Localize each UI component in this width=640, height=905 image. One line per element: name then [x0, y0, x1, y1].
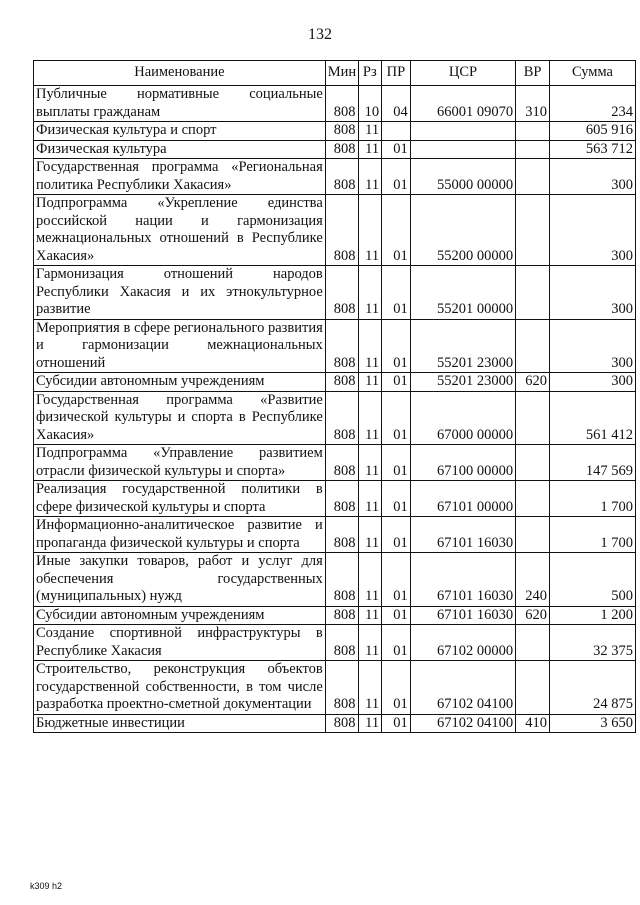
cell-csr: 55201 00000 [410, 266, 515, 320]
cell-pr: 01 [382, 266, 411, 320]
cell-csr: 55000 00000 [410, 159, 515, 195]
header-sum: Сумма [549, 61, 635, 86]
cell-rz: 11 [358, 373, 382, 392]
cell-name: Бюджетные инвестиции [34, 714, 326, 733]
cell-sum: 24 875 [549, 661, 635, 715]
cell-csr: 67102 04100 [410, 661, 515, 715]
cell-vr [516, 517, 550, 553]
cell-min: 808 [325, 625, 358, 661]
cell-min: 808 [325, 517, 358, 553]
cell-csr: 55200 00000 [410, 195, 515, 266]
cell-name: Реализация государственной политики в сфере физической культуры и спорта [34, 481, 326, 517]
cell-sum: 147 569 [549, 445, 635, 481]
cell-vr [516, 625, 550, 661]
cell-rz: 11 [358, 159, 382, 195]
cell-rz: 11 [358, 606, 382, 625]
cell-pr: 01 [382, 481, 411, 517]
cell-name: Государственная программа «Развитие физической культуры и спорта в Республике Хакасия» [34, 391, 326, 445]
cell-csr: 67102 00000 [410, 625, 515, 661]
table-header-row [34, 61, 636, 86]
cell-pr: 04 [382, 86, 411, 122]
cell-rz: 11 [358, 319, 382, 373]
cell-min: 808 [325, 481, 358, 517]
cell-pr: 01 [382, 714, 411, 733]
table-row [34, 140, 636, 159]
cell-rz: 11 [358, 195, 382, 266]
table-row [34, 319, 636, 373]
cell-pr: 01 [382, 661, 411, 715]
cell-sum: 1 700 [549, 481, 635, 517]
cell-pr: 01 [382, 445, 411, 481]
cell-pr: 01 [382, 625, 411, 661]
cell-vr [516, 159, 550, 195]
cell-min: 808 [325, 266, 358, 320]
cell-name: Гармонизация отношений народов Республики Хакасия и их этнокультурное развитие [34, 266, 326, 320]
cell-name: Публичные нормативные социальные выплаты гражданам [34, 86, 326, 122]
header-name: Наименование [34, 61, 326, 86]
cell-csr: 67102 04100 [410, 714, 515, 733]
cell-vr [516, 661, 550, 715]
cell-vr: 620 [516, 373, 550, 392]
cell-vr [516, 140, 550, 159]
cell-min: 808 [325, 661, 358, 715]
cell-name: Мероприятия в сфере регионального развития и гармонизации межнациональных отношений [34, 319, 326, 373]
cell-csr: 67101 16030 [410, 606, 515, 625]
cell-rz: 11 [358, 266, 382, 320]
cell-csr: 67101 16030 [410, 553, 515, 607]
cell-name: Физическая культура [34, 140, 326, 159]
cell-rz: 11 [358, 140, 382, 159]
table-row [34, 714, 636, 733]
budget-table [33, 60, 636, 733]
cell-sum: 300 [549, 195, 635, 266]
cell-name: Создание спортивной инфраструктуры в Республике Хакасия [34, 625, 326, 661]
cell-rz: 11 [358, 122, 382, 141]
cell-min: 808 [325, 445, 358, 481]
cell-vr [516, 445, 550, 481]
table-row [34, 481, 636, 517]
cell-sum: 500 [549, 553, 635, 607]
cell-sum: 300 [549, 266, 635, 320]
cell-rz: 11 [358, 661, 382, 715]
cell-rz: 11 [358, 517, 382, 553]
cell-pr: 01 [382, 140, 411, 159]
cell-vr [516, 122, 550, 141]
cell-rz: 11 [358, 553, 382, 607]
table-row [34, 86, 636, 122]
cell-vr [516, 481, 550, 517]
cell-min: 808 [325, 140, 358, 159]
cell-sum: 300 [549, 319, 635, 373]
table-row [34, 122, 636, 141]
cell-min: 808 [325, 86, 358, 122]
cell-vr: 620 [516, 606, 550, 625]
header-vr: ВР [516, 61, 550, 86]
cell-min: 808 [325, 195, 358, 266]
cell-name: Иные закупки товаров, работ и услуг для обеспечения государственных (муниципальных) нужд [34, 553, 326, 607]
table-row [34, 391, 636, 445]
table-row [34, 373, 636, 392]
cell-pr: 01 [382, 373, 411, 392]
cell-vr [516, 391, 550, 445]
cell-pr: 01 [382, 195, 411, 266]
cell-min: 808 [325, 319, 358, 373]
cell-csr [410, 140, 515, 159]
cell-pr: 01 [382, 391, 411, 445]
cell-vr: 410 [516, 714, 550, 733]
footer-code: k309 h2 [30, 881, 63, 891]
cell-pr: 01 [382, 517, 411, 553]
cell-csr: 67101 00000 [410, 481, 515, 517]
cell-sum: 234 [549, 86, 635, 122]
cell-rz: 10 [358, 86, 382, 122]
cell-csr [410, 122, 515, 141]
cell-sum: 605 916 [549, 122, 635, 141]
cell-vr [516, 195, 550, 266]
cell-pr: 01 [382, 319, 411, 373]
cell-name: Субсидии автономным учреждениям [34, 373, 326, 392]
cell-min: 808 [325, 606, 358, 625]
cell-vr: 240 [516, 553, 550, 607]
cell-sum: 300 [549, 159, 635, 195]
table-row [34, 606, 636, 625]
table-row [34, 661, 636, 715]
cell-rz: 11 [358, 625, 382, 661]
cell-sum: 1 200 [549, 606, 635, 625]
cell-pr: 01 [382, 159, 411, 195]
cell-pr: 01 [382, 553, 411, 607]
cell-csr: 66001 09070 [410, 86, 515, 122]
header-pr: ПР [382, 61, 411, 86]
cell-csr: 67100 00000 [410, 445, 515, 481]
page-number: 132 [308, 26, 332, 43]
cell-sum: 3 650 [549, 714, 635, 733]
cell-sum: 32 375 [549, 625, 635, 661]
cell-vr [516, 319, 550, 373]
cell-name: Подпрограмма «Управление развитием отрасли физической культуры и спорта» [34, 445, 326, 481]
header-csr: ЦСР [410, 61, 515, 86]
cell-name: Информационно-аналитическое развитие и пропаганда физической культуры и спорта [34, 517, 326, 553]
cell-sum: 561 412 [549, 391, 635, 445]
table-row [34, 159, 636, 195]
table-row [34, 445, 636, 481]
cell-sum: 563 712 [549, 140, 635, 159]
cell-vr: 310 [516, 86, 550, 122]
cell-rz: 11 [358, 391, 382, 445]
cell-min: 808 [325, 714, 358, 733]
cell-name: Субсидии автономным учреждениям [34, 606, 326, 625]
cell-min: 808 [325, 553, 358, 607]
cell-sum: 300 [549, 373, 635, 392]
table-row [34, 625, 636, 661]
cell-pr: 01 [382, 606, 411, 625]
cell-sum: 1 700 [549, 517, 635, 553]
cell-name: Государственная программа «Региональная политика Республики Хакасия» [34, 159, 326, 195]
cell-name: Подпрограмма «Укрепление единства российской нации и гармонизация межнациональных отношений в Республике Хакасия» [34, 195, 326, 266]
cell-rz: 11 [358, 445, 382, 481]
table-row [34, 195, 636, 266]
cell-min: 808 [325, 391, 358, 445]
cell-name: Физическая культура и спорт [34, 122, 326, 141]
cell-min: 808 [325, 373, 358, 392]
cell-rz: 11 [358, 481, 382, 517]
cell-pr [382, 122, 411, 141]
table-row [34, 517, 636, 553]
table-row [34, 553, 636, 607]
cell-min: 808 [325, 122, 358, 141]
cell-vr [516, 266, 550, 320]
cell-csr: 67000 00000 [410, 391, 515, 445]
header-rz: Рз [358, 61, 382, 86]
table-row [34, 266, 636, 320]
cell-csr: 67101 16030 [410, 517, 515, 553]
cell-name: Строительство, реконструкция объектов государственной собственности, в том числе разработка проектно-сметной документации [34, 661, 326, 715]
header-min: Мин [325, 61, 358, 86]
cell-csr: 55201 23000 [410, 373, 515, 392]
cell-csr: 55201 23000 [410, 319, 515, 373]
cell-min: 808 [325, 159, 358, 195]
cell-rz: 11 [358, 714, 382, 733]
